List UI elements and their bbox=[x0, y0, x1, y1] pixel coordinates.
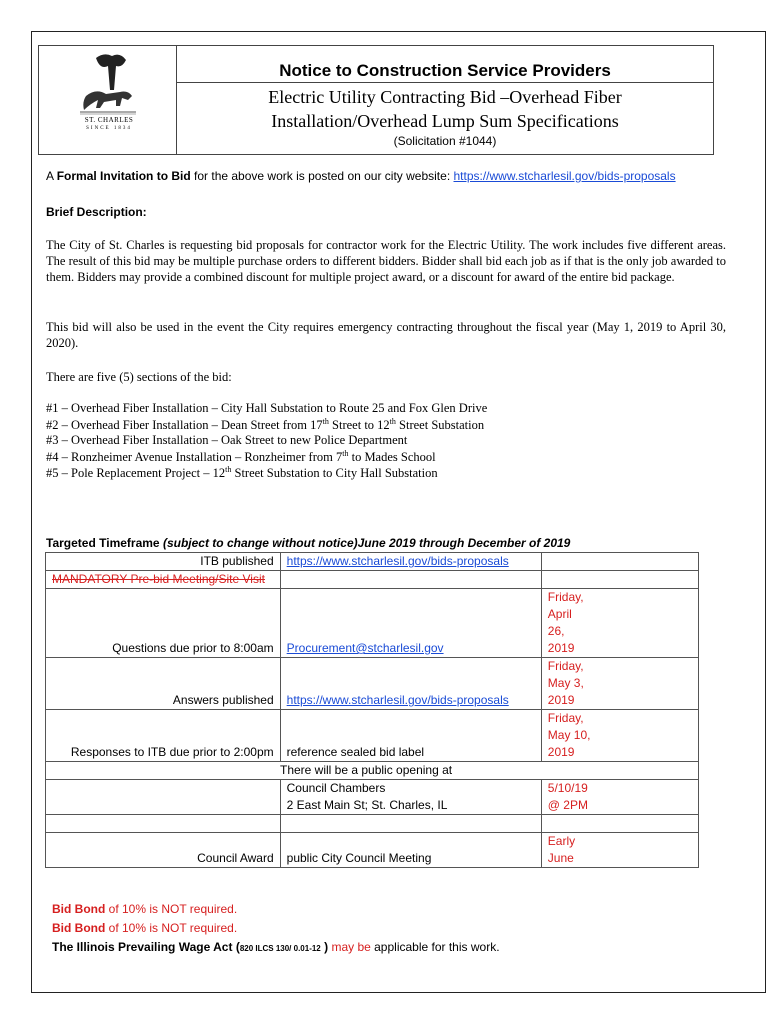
location-line-2: 2 East Main St; St. Charles, IL bbox=[286, 798, 448, 812]
description-paragraph-2: This bid will also be used in the event the City requires emergency contracting throughout the fiscal year (May 1, 2019 to April 30, 2020). bbox=[46, 320, 726, 350]
date-line: 2019 bbox=[547, 745, 575, 759]
bid-bond-bold: Bid Bond bbox=[52, 921, 106, 935]
wage-act-citation: 820 ILCS 130/ 0.01-12 bbox=[239, 944, 321, 953]
date-line: Friday, bbox=[547, 711, 584, 725]
responses-due-date bbox=[541, 710, 698, 762]
date-line: Early bbox=[547, 834, 576, 848]
intro-suffix: for the above work is posted on our city website: bbox=[190, 169, 454, 183]
questions-due-date bbox=[541, 589, 698, 658]
answers-published-label: Answers published bbox=[46, 658, 281, 710]
bid-bond-note-2 bbox=[52, 921, 237, 935]
date-line: April bbox=[547, 607, 572, 621]
subtitle-line-1: Electric Utility Contracting Bid –Overhead Fiber bbox=[268, 87, 622, 107]
section-2-part-c: Street Substation bbox=[395, 418, 485, 433]
table-row bbox=[46, 571, 699, 589]
date-line: @ 2PM bbox=[547, 798, 588, 812]
council-award-note: public City Council Meeting bbox=[280, 833, 541, 868]
section-5-part-b: Street Substation to City Hall Substation bbox=[231, 466, 438, 481]
description-paragraph-1: The City of St. Charles is requesting bid proposals for contractor work for the Electric Utility. The work includes five different areas. The result of this bid may be multiple purchase orders to different bidders. Bidder shall bid each job as if that is the only job awarded to them. Bidders may provide a combined discount for multiple project award, or a discount for award of the entire bid package. bbox=[46, 238, 726, 284]
table-row bbox=[46, 815, 699, 833]
answers-published-link[interactable]: https://www.stcharlesil.gov/bids-proposals bbox=[286, 693, 509, 707]
section-5 bbox=[46, 465, 438, 481]
itb-published-link[interactable]: https://www.stcharlesil.gov/bids-proposals bbox=[286, 554, 509, 568]
timeframe-note: (subject to change without notice)June 2019 through December of 2019 bbox=[159, 536, 571, 550]
brief-description-heading: Brief Description: bbox=[46, 205, 147, 219]
responses-due-label: Responses to ITB due prior to 2:00pm bbox=[46, 710, 281, 762]
date-line: Friday, bbox=[547, 659, 584, 673]
table-row bbox=[46, 658, 699, 710]
date-line: Friday, bbox=[547, 590, 584, 604]
logo-city-text: ST. CHARLES bbox=[84, 116, 134, 124]
superscript-th: th bbox=[322, 417, 329, 426]
procurement-email-link[interactable]: Procurement@stcharlesil.gov bbox=[286, 641, 444, 655]
bid-subtitle bbox=[176, 85, 714, 133]
table-row bbox=[46, 762, 699, 780]
itb-published-label: ITB published bbox=[46, 553, 281, 571]
section-3: #3 – Overhead Fiber Installation – Oak Street to new Police Department bbox=[46, 433, 408, 447]
subtitle-line-2: Installation/Overhead Lump Sum Specifications bbox=[271, 111, 619, 131]
section-2-part-a: #2 – Overhead Fiber Installation – Dean Street from 17 bbox=[46, 418, 323, 433]
location-line-1: Council Chambers bbox=[286, 781, 386, 795]
date-line: May 3, bbox=[547, 676, 584, 690]
logo-since-text: SINCE 1834 bbox=[86, 126, 132, 131]
header-rule bbox=[176, 82, 714, 83]
council-award-date bbox=[541, 833, 698, 868]
intro-prefix: A bbox=[46, 169, 57, 183]
section-4-part-b: to Mades School bbox=[348, 450, 436, 465]
bid-bond-rest: of 10% is NOT required. bbox=[105, 902, 238, 916]
timeframe-table bbox=[45, 552, 699, 868]
timeframe-label: Targeted Timeframe bbox=[46, 536, 160, 550]
targeted-timeframe bbox=[46, 536, 570, 550]
wage-act-close: ) bbox=[320, 940, 329, 954]
date-line: May 10, bbox=[547, 728, 591, 742]
section-5-part-a: #5 – Pole Replacement Project – 12 bbox=[46, 466, 226, 481]
sections-intro: There are five (5) sections of the bid: bbox=[46, 370, 232, 384]
table-row bbox=[46, 710, 699, 762]
superscript-th: th bbox=[342, 449, 349, 458]
wage-rest: applicable for this work. bbox=[370, 940, 500, 954]
bids-proposals-link[interactable]: https://www.stcharlesil.gov/bids-proposals bbox=[453, 169, 676, 183]
section-4 bbox=[46, 449, 436, 465]
date-line: 2019 bbox=[547, 641, 575, 655]
superscript-th: th bbox=[389, 417, 396, 426]
bid-bond-note-1 bbox=[52, 902, 237, 916]
date-line: June bbox=[547, 851, 574, 865]
wage-act-bold: The Illinois Prevailing Wage Act ( bbox=[52, 940, 240, 954]
date-line: 26, bbox=[547, 624, 565, 638]
wage-may-be: may be bbox=[328, 940, 371, 954]
table-row bbox=[46, 780, 699, 815]
table-row bbox=[46, 589, 699, 658]
questions-due-label: Questions due prior to 8:00am bbox=[46, 589, 281, 658]
bid-bond-rest: of 10% is NOT required. bbox=[105, 921, 238, 935]
opening-date bbox=[541, 780, 698, 815]
solicitation-number: (Solicitation #1044) bbox=[393, 134, 497, 148]
superscript-th: th bbox=[225, 465, 232, 474]
section-4-part-a: #4 – Ronzheimer Avenue Installation – Ronzheimer from 7 bbox=[46, 450, 343, 465]
council-award-label: Council Award bbox=[46, 833, 281, 868]
table-row bbox=[46, 553, 699, 571]
intro-bold: Formal Invitation to Bid bbox=[56, 169, 191, 183]
date-line: 5/10/19 bbox=[547, 781, 588, 795]
notice-title: Notice to Construction Service Providers bbox=[279, 61, 611, 80]
mandatory-meeting-label: MANDATORY Pre-bid Meeting/Site Visit bbox=[52, 572, 265, 586]
date-line: 2019 bbox=[547, 693, 575, 707]
answers-published-date bbox=[541, 658, 698, 710]
prevailing-wage-note bbox=[52, 940, 500, 954]
section-2-part-b: Street to 12 bbox=[328, 418, 390, 433]
opening-location bbox=[280, 780, 541, 815]
responses-note: reference sealed bid label bbox=[280, 710, 541, 762]
section-2 bbox=[46, 417, 484, 433]
bid-bond-bold: Bid Bond bbox=[52, 902, 106, 916]
section-1: #1 – Overhead Fiber Installation – City Hall Substation to Route 25 and Fox Glen Drive bbox=[46, 401, 488, 415]
public-opening-note: There will be a public opening at bbox=[46, 762, 699, 780]
intro-line bbox=[46, 169, 676, 183]
table-row bbox=[46, 833, 699, 868]
